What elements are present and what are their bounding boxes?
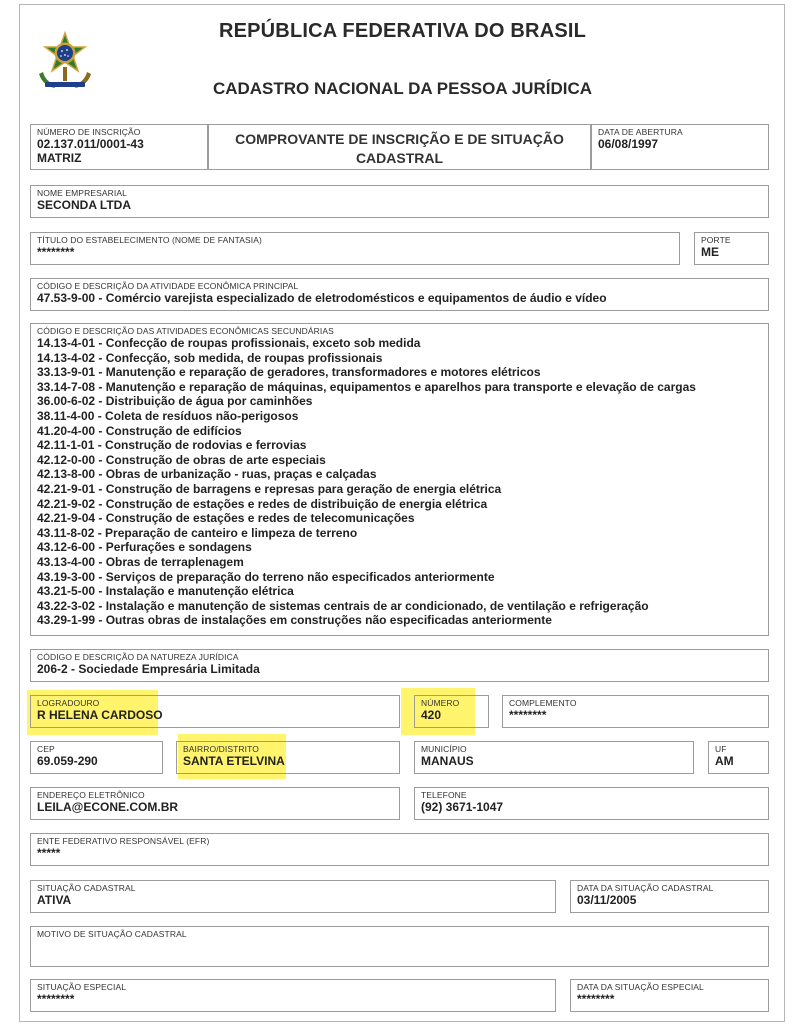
abertura-value: 06/08/1997 <box>598 137 659 151</box>
comprovante-title-line1: COMPROVANTE DE INSCRIÇÃO E DE SITUAÇÃO <box>235 131 564 147</box>
natureza-juridica-label: CÓDIGO E DESCRIÇÃO DA NATUREZA JURÍDICA <box>37 652 239 662</box>
list-item: 33.13-9-01 - Manutenção e reparação de geradores, transformadores e motores elétricos <box>37 365 541 380</box>
municipio-label: MUNICÍPIO <box>421 744 467 754</box>
data-situacao-label: DATA DA SITUAÇÃO CADASTRAL <box>577 883 714 893</box>
situacao-label: SITUAÇÃO CADASTRAL <box>37 883 136 893</box>
atividade-principal-label: CÓDIGO E DESCRIÇÃO DA ATIVIDADE ECONÔMICA PRINCIPAL <box>37 281 299 291</box>
atividade-principal-value: 47.53-9-00 - Comércio varejista especializado de eletrodomésticos e equipamentos de áudio e vídeo <box>37 291 607 305</box>
list-item: 43.11-8-02 - Preparação de canteiro e limpeza de terreno <box>37 525 358 540</box>
comprovante-title-line2: CADASTRAL <box>355 150 444 166</box>
list-item: 38.11-4-00 - Coleta de resíduos não-perigosos <box>37 408 299 423</box>
fantasia-value: ******** <box>37 245 75 259</box>
list-item: 42.21-9-01 - Construção de barragens e represas para geração de energia elétrica <box>37 481 502 496</box>
list-item: 43.29-1-99 - Outras obras de instalações em construções não especificadas anteriormente <box>37 613 552 628</box>
fantasia-field <box>30 232 680 265</box>
list-item: 42.13-8-00 - Obras de urbanização - ruas, praças e calçadas <box>37 467 377 482</box>
efr-value: ***** <box>37 846 61 860</box>
page-subtitle: CADASTRO NACIONAL DA PESSOA JURÍDICA <box>212 79 593 98</box>
porte-label: PORTE <box>701 235 731 245</box>
data-situacao-especial-field <box>570 979 769 1012</box>
data-situacao-especial-value: ******** <box>577 992 615 1006</box>
motivo-label: MOTIVO DE SITUAÇÃO CADASTRAL <box>37 929 187 939</box>
cep-label: CEP <box>37 744 55 754</box>
nome-empresarial-field <box>30 185 769 218</box>
uf-field <box>708 741 769 774</box>
uf-label: UF <box>715 744 727 754</box>
cep-field <box>30 741 163 774</box>
list-item: 43.12-6-00 - Perfurações e sondagens <box>37 540 252 555</box>
porte-field <box>694 232 769 265</box>
logradouro-value: R HELENA CARDOSO <box>37 708 163 722</box>
list-item: 42.21-9-02 - Construção de estações e redes de distribuição de energia elétrica <box>37 496 488 511</box>
natureza-juridica-field <box>30 649 769 682</box>
inscricao-tipo: MATRIZ <box>37 151 82 165</box>
complemento-label: COMPLEMENTO <box>509 698 577 708</box>
complemento-field <box>502 695 769 728</box>
list-item: 42.12-0-00 - Construção de obras de arte especiais <box>37 452 326 467</box>
situacao-value: ATIVA <box>37 893 72 907</box>
logradouro-field <box>30 695 400 728</box>
data-situacao-especial-label: DATA DA SITUAÇÃO ESPECIAL <box>577 982 704 992</box>
efr-label: ENTE FEDERATIVO RESPONSÁVEL (EFR) <box>37 836 210 846</box>
bairro-value: SANTA ETELVINA <box>183 754 285 768</box>
municipio-value: MANAUS <box>421 754 474 768</box>
numero-value: 420 <box>421 708 442 722</box>
porte-value: ME <box>701 245 719 259</box>
list-item: 14.13-4-01 - Confecção de roupas profissionais, exceto sob medida <box>37 336 421 350</box>
list-item: 14.13-4-02 - Confecção, sob medida, de roupas profissionais <box>37 350 383 365</box>
cep-value: 69.059-290 <box>37 754 98 768</box>
data-situacao-field <box>570 880 769 913</box>
atividades-secundarias-label: CÓDIGO E DESCRIÇÃO DAS ATIVIDADES ECONÔMICAS SECUNDÁRIAS <box>37 326 334 336</box>
atividades-secundarias-field <box>30 323 769 636</box>
bairro-field <box>176 741 400 774</box>
municipio-field <box>414 741 694 774</box>
numero-field <box>414 695 489 728</box>
comprovante-title <box>209 130 590 168</box>
list-item: 43.19-3-00 - Serviços de preparação do terreno não especificados anteriormente <box>37 569 495 584</box>
complemento-value: ******** <box>509 708 547 722</box>
nome-empresarial-value: SECONDA LTDA <box>37 198 131 212</box>
list-item: 43.21-5-00 - Instalação e manutenção elétrica <box>37 584 294 599</box>
numero-label: NÚMERO <box>421 698 460 708</box>
situacao-especial-field <box>30 979 556 1012</box>
list-item: 42.21-9-04 - Construção de estações e redes de telecomunicações <box>37 511 415 526</box>
fantasia-label: TÍTULO DO ESTABELECIMENTO (NOME DE FANTASIA) <box>37 235 262 245</box>
inscricao-field <box>30 124 208 170</box>
situacao-especial-label: SITUAÇÃO ESPECIAL <box>37 982 127 992</box>
list-item: 43.22-3-02 - Instalação e manutenção de sistemas centrais de ar condicionado, de ventilação e refrigeração <box>37 598 649 613</box>
email-label: ENDEREÇO ELETRÔNICO <box>37 790 145 800</box>
list-item: 33.14-7-08 - Manutenção e reparação de máquinas, equipamentos e aparelhos para transporte e elevação de cargas <box>37 379 696 394</box>
abertura-label: DATA DE ABERTURA <box>598 127 683 137</box>
telefone-value: (92) 3671-1047 <box>421 800 504 814</box>
natureza-juridica-value: 206-2 - Sociedade Empresária Limitada <box>37 662 260 676</box>
data-situacao-value: 03/11/2005 <box>577 893 637 907</box>
efr-field <box>30 833 769 866</box>
page-title: REPÚBLICA FEDERATIVA DO BRASIL <box>218 20 587 42</box>
nome-empresarial-label: NOME EMPRESARIAL <box>37 188 127 198</box>
telefone-field <box>414 787 769 820</box>
abertura-field <box>591 124 769 170</box>
list-item: 41.20-4-00 - Construção de edifícios <box>37 423 242 438</box>
inscricao-label: NÚMERO DE INSCRIÇÃO <box>37 127 141 137</box>
list-item: 43.13-4-00 - Obras de terraplenagem <box>37 554 244 569</box>
email-value: LEILA@ECONE.COM.BR <box>37 800 179 814</box>
list-item: 42.11-1-01 - Construção de rodovias e ferrovias <box>37 438 307 453</box>
situacao-field <box>30 880 556 913</box>
telefone-label: TELEFONE <box>421 790 467 800</box>
bairro-label: BAIRRO/DISTRITO <box>183 744 259 754</box>
email-field <box>30 787 400 820</box>
situacao-especial-value: ******** <box>37 992 75 1006</box>
comprovante-title-box <box>208 124 591 170</box>
atividades-secundarias-list <box>37 336 696 628</box>
inscricao-value: 02.137.011/0001-43 <box>37 137 144 151</box>
motivo-field <box>30 926 769 967</box>
list-item: 36.00-6-02 - Distribuição de água por caminhões <box>37 394 313 409</box>
atividade-principal-field <box>30 278 769 311</box>
uf-value: AM <box>715 754 734 768</box>
logradouro-label: LOGRADOURO <box>37 698 100 708</box>
